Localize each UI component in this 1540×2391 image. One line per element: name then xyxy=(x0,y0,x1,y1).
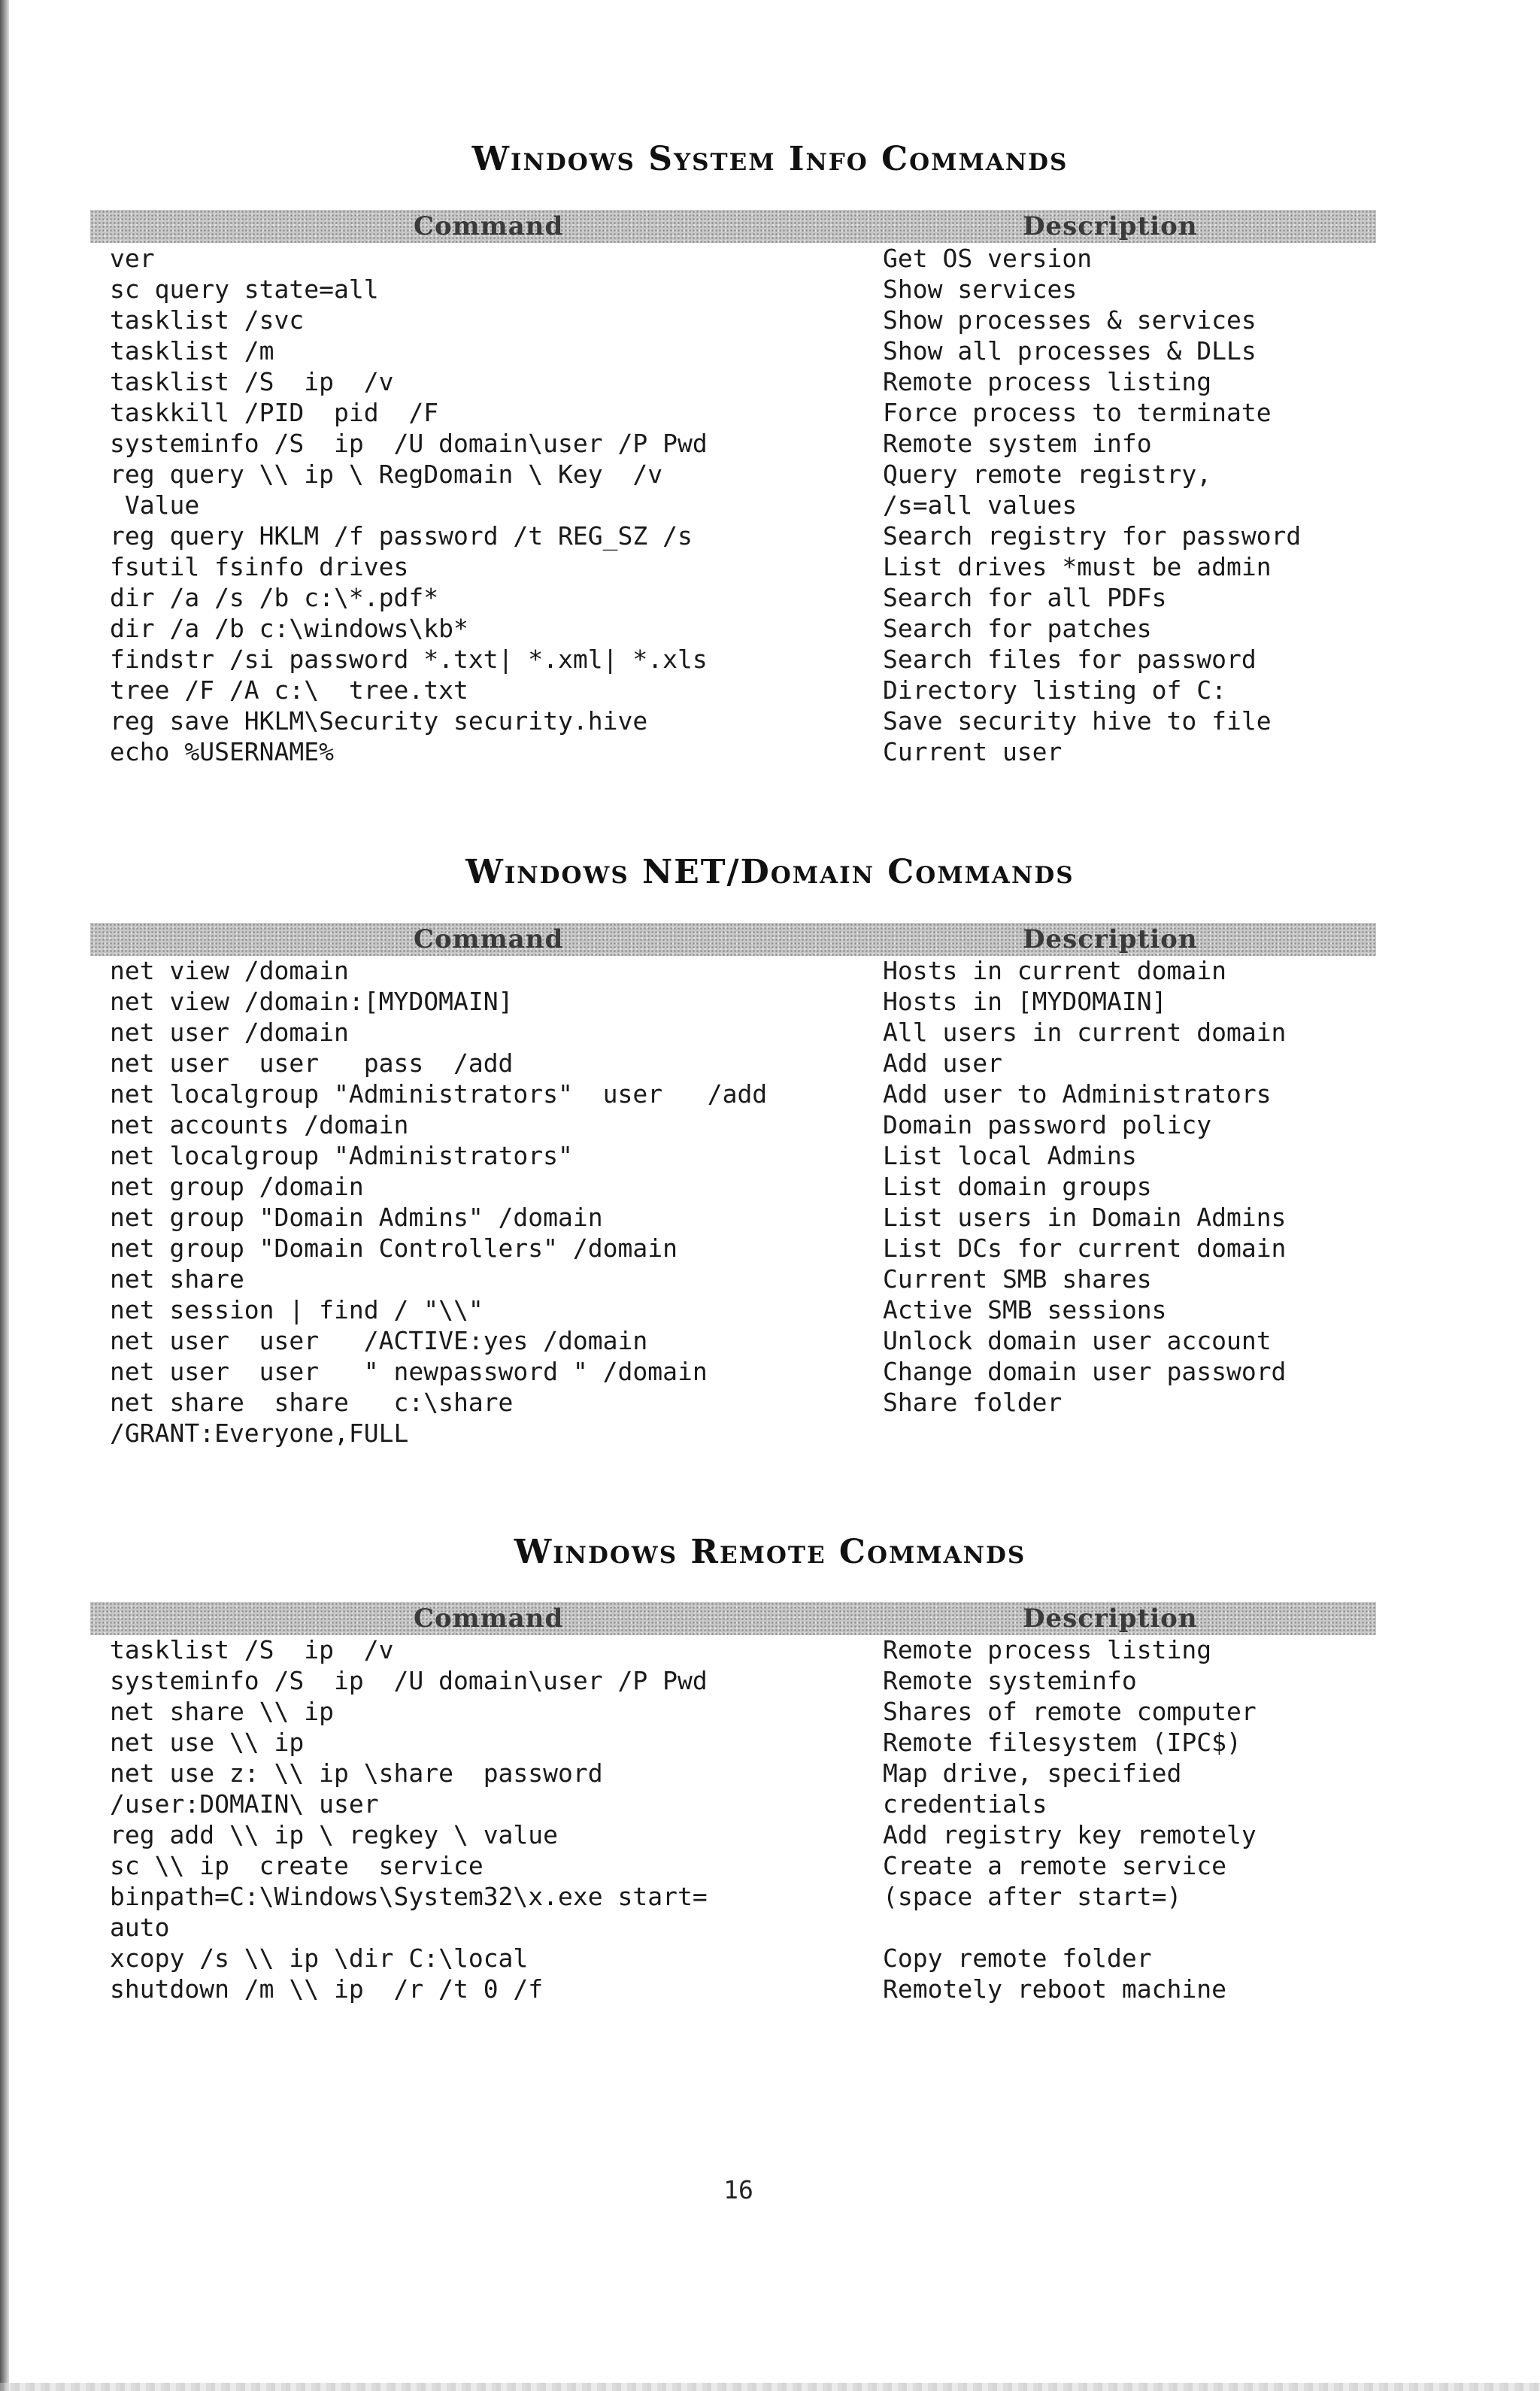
description-cell: Unlock domain user account xyxy=(883,1326,1272,1355)
command-cell: net user user /ACTIVE:yes /domain xyxy=(110,1326,648,1355)
table-row xyxy=(0,1109,1540,1140)
header-command: Command xyxy=(414,924,564,954)
table-row xyxy=(0,644,1540,675)
command-cell: /GRANT:Everyone,FULL xyxy=(110,1419,409,1448)
table-row xyxy=(0,1943,1540,1974)
command-cell: net user /domain xyxy=(110,1018,349,1047)
table-header xyxy=(90,210,1376,243)
description-cell: Remotely reboot machine xyxy=(883,1974,1226,2004)
command-cell: dir /a /b c:\windows\kb* xyxy=(110,614,468,643)
command-cell: tasklist /m xyxy=(110,336,274,366)
table-row xyxy=(0,1727,1540,1758)
command-cell: taskkill /PID pid /F xyxy=(110,398,439,427)
table-row xyxy=(0,582,1540,613)
description-cell: List drives *must be admin xyxy=(883,552,1272,581)
table-row xyxy=(0,1758,1540,1789)
description-cell: Directory listing of C: xyxy=(883,675,1226,705)
command-cell: systeminfo /S ip /U domain\user /P Pwd xyxy=(110,429,708,458)
description-cell: Remote systeminfo xyxy=(883,1666,1137,1695)
command-cell: reg add \\ ip \ regkey \ value xyxy=(110,1820,559,1849)
command-cell: reg query HKLM /f password /t REG_SZ /s xyxy=(110,521,693,551)
description-cell: Change domain user password xyxy=(883,1357,1287,1386)
header-command: Command xyxy=(414,211,564,241)
description-cell: Remote process listing xyxy=(883,1635,1212,1664)
description-cell: Domain password policy xyxy=(883,1110,1212,1139)
header-description: Description xyxy=(1023,924,1198,954)
description-cell: Get OS version xyxy=(883,244,1093,273)
description-cell: Copy remote folder xyxy=(883,1943,1152,1973)
command-cell: reg save HKLM\Security security.hive xyxy=(110,706,648,736)
table-row xyxy=(0,366,1540,397)
table-row xyxy=(0,243,1540,274)
command-cell: net share xyxy=(110,1264,244,1294)
description-cell: List users in Domain Admins xyxy=(883,1203,1287,1232)
command-cell: tasklist /S ip /v xyxy=(110,367,394,396)
command-cell: net share \\ ip xyxy=(110,1697,335,1726)
description-cell: Share folder xyxy=(883,1388,1063,1417)
command-cell: net share share c:\share xyxy=(110,1388,514,1417)
table-row xyxy=(0,1294,1540,1325)
table-row xyxy=(0,955,1540,986)
command-cell: net accounts /domain xyxy=(110,1110,409,1139)
description-cell: Search registry for password xyxy=(883,521,1302,551)
table-header xyxy=(90,1602,1376,1635)
header-command: Command xyxy=(414,1604,564,1634)
table-header xyxy=(90,923,1376,956)
description-cell: Add user xyxy=(883,1048,1002,1078)
section-title: Windows NET/Domain Commands xyxy=(465,853,1075,891)
description-cell: Search files for password xyxy=(883,645,1257,674)
table-row xyxy=(0,1789,1540,1819)
command-cell: ver xyxy=(110,244,155,273)
table-row xyxy=(0,1387,1540,1418)
command-cell: net group "Domain Controllers" /domain xyxy=(110,1233,678,1263)
command-cell: net group /domain xyxy=(110,1172,364,1201)
description-cell: Search for patches xyxy=(883,614,1152,643)
description-cell: Save security hive to file xyxy=(883,706,1272,736)
table-row xyxy=(0,1264,1540,1294)
table-row xyxy=(0,490,1540,520)
table-row xyxy=(0,1819,1540,1850)
description-cell: Show services xyxy=(883,275,1078,304)
table-row xyxy=(0,1325,1540,1356)
description-cell: Create a remote service xyxy=(883,1851,1226,1880)
description-cell: Hosts in [MYDOMAIN] xyxy=(883,987,1167,1016)
table-row xyxy=(0,459,1540,490)
description-cell: Current SMB shares xyxy=(883,1264,1152,1294)
command-cell: net localgroup "Administrators" user /add xyxy=(110,1079,768,1109)
table-row xyxy=(0,1017,1540,1048)
command-cell: shutdown /m \\ ip /r /t 0 /f xyxy=(110,1974,544,2004)
description-cell: Remote system info xyxy=(883,429,1152,458)
description-cell: Show processes & services xyxy=(883,305,1257,335)
table-row xyxy=(0,1418,1540,1449)
table-row xyxy=(0,335,1540,366)
table-row xyxy=(0,1079,1540,1109)
table-body xyxy=(0,1634,1540,2004)
description-cell: Force process to terminate xyxy=(883,398,1272,427)
command-cell: sc \\ ip create service xyxy=(110,1851,484,1880)
description-cell: Hosts in current domain xyxy=(883,956,1226,985)
description-cell: Remote filesystem (IPC$) xyxy=(883,1728,1241,1757)
description-cell: All users in current domain xyxy=(883,1018,1287,1047)
command-cell: echo %USERNAME% xyxy=(110,737,335,766)
description-cell: Active SMB sessions xyxy=(883,1295,1167,1324)
description-cell: Add user to Administrators xyxy=(883,1079,1272,1109)
description-cell: List domain groups xyxy=(883,1172,1152,1201)
table-row xyxy=(0,551,1540,582)
table-row xyxy=(0,1974,1540,2004)
command-cell: systeminfo /S ip /U domain\user /P Pwd xyxy=(110,1666,708,1695)
table-row xyxy=(0,1881,1540,1912)
description-cell: (space after start=) xyxy=(883,1882,1182,1911)
table-row xyxy=(0,397,1540,428)
table-row xyxy=(0,675,1540,705)
table-row xyxy=(0,986,1540,1017)
description-cell: Current user xyxy=(883,737,1063,766)
command-cell: net session | find / "\\" xyxy=(110,1295,484,1324)
table-row xyxy=(0,428,1540,459)
description-cell: List local Admins xyxy=(883,1141,1137,1170)
table-row xyxy=(0,1140,1540,1171)
command-cell: net user user " newpassword " /domain xyxy=(110,1357,708,1386)
command-cell: net use \\ ip xyxy=(110,1728,305,1757)
table-row xyxy=(0,1233,1540,1264)
description-cell: Add registry key remotely xyxy=(883,1820,1257,1849)
command-cell: auto xyxy=(110,1913,170,1942)
table-row xyxy=(0,1850,1540,1881)
description-cell: /s=all values xyxy=(883,490,1078,520)
table-row xyxy=(0,1696,1540,1727)
description-cell: Map drive, specified xyxy=(883,1758,1182,1788)
description-cell: Remote process listing xyxy=(883,367,1212,396)
command-cell: sc query state=all xyxy=(110,275,379,304)
command-cell: net localgroup "Administrators" xyxy=(110,1141,573,1170)
table-row xyxy=(0,1356,1540,1387)
header-description: Description xyxy=(1023,211,1198,241)
command-cell: xcopy /s \\ ip \dir C:\local xyxy=(110,1943,529,1973)
command-cell: findstr /si password *.txt| *.xml| *.xls xyxy=(110,645,708,674)
description-cell: credentials xyxy=(883,1789,1047,1819)
section-title: Windows Remote Commands xyxy=(514,1533,1026,1571)
table-row xyxy=(0,1634,1540,1665)
header-description: Description xyxy=(1023,1604,1198,1634)
table-row xyxy=(0,1171,1540,1202)
command-cell: reg query \\ ip \ RegDomain \ Key /v xyxy=(110,460,663,489)
command-cell: net user user pass /add xyxy=(110,1048,514,1078)
command-cell: /user:DOMAIN\ user xyxy=(110,1789,379,1819)
description-cell: Shares of remote computer xyxy=(883,1697,1257,1726)
description-cell: Query remote registry, xyxy=(883,460,1212,489)
command-cell: net view /domain:[MYDOMAIN] xyxy=(110,987,514,1016)
command-cell: tasklist /svc xyxy=(110,305,305,335)
table-row xyxy=(0,613,1540,644)
table-row xyxy=(0,1202,1540,1233)
command-cell: net view /domain xyxy=(110,956,349,985)
table-row xyxy=(0,736,1540,767)
description-cell: Search for all PDFs xyxy=(883,583,1167,612)
command-cell: tree /F /A c:\ tree.txt xyxy=(110,675,468,705)
page-bottom-edge xyxy=(0,2383,1540,2391)
page-number: 16 xyxy=(723,2175,753,2204)
table-body xyxy=(0,955,1540,1449)
description-cell: Show all processes & DLLs xyxy=(883,336,1257,366)
command-cell: net use z: \\ ip \share password xyxy=(110,1758,603,1788)
table-row xyxy=(0,1048,1540,1079)
command-cell: dir /a /s /b c:\*.pdf* xyxy=(110,583,439,612)
table-row xyxy=(0,305,1540,335)
table-row xyxy=(0,1912,1540,1943)
command-cell: net group "Domain Admins" /domain xyxy=(110,1203,603,1232)
command-cell: fsutil fsinfo drives xyxy=(110,552,409,581)
table-row xyxy=(0,274,1540,305)
section-title: Windows System Info Commands xyxy=(471,140,1069,178)
command-cell: tasklist /S ip /v xyxy=(110,1635,394,1664)
table-body xyxy=(0,243,1540,767)
table-row xyxy=(0,705,1540,736)
command-cell: Value xyxy=(110,490,200,520)
table-row xyxy=(0,1665,1540,1696)
table-row xyxy=(0,520,1540,551)
command-cell: binpath=C:\Windows\System32\x.exe start= xyxy=(110,1882,708,1911)
description-cell: List DCs for current domain xyxy=(883,1233,1287,1263)
